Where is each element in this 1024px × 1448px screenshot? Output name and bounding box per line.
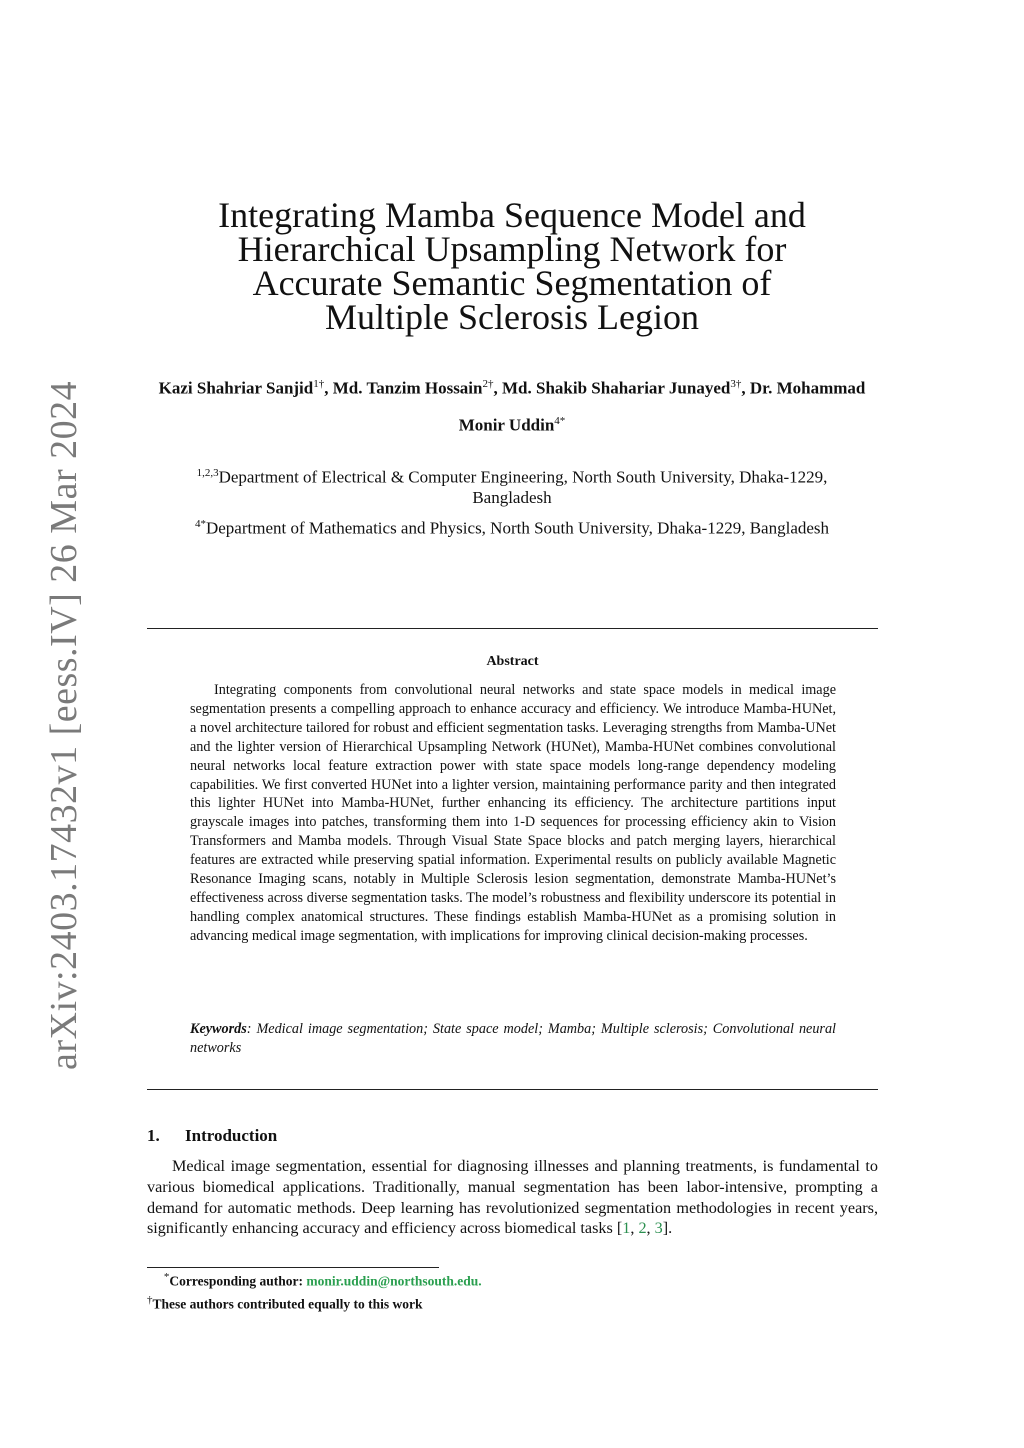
author-mark: 3† [730,378,742,390]
footnote-corresponding [147,1268,482,1291]
affiliation-mark: 4* [194,518,206,530]
author-name: Dr. Mohammad Monir Uddin [458,378,866,435]
footnote-equal-contribution [147,1291,482,1314]
author-name: Md. Tanzim Hossain [332,378,483,398]
section-heading-introduction [147,1126,277,1146]
paper-title [150,195,874,337]
author-mark: 2† [482,378,494,390]
title-line: Multiple Sclerosis Legion [325,297,699,337]
affiliation-text: Department of Electrical & Computer Engineering, North South University, Dhaka-1229, Bangladesh [218,467,828,507]
abstract-top-rule [147,628,878,629]
introduction-paragraph: Medical image segmentation, essential for diagnosing illnesses and planning treatments, is fundamental to various biomedical applications. Traditionally, manual segmentation has been labor-intensive, prompting a demand for automatic methods. Deep learning has revolutionized segmentation methodologies in recent years, significantly enhancing accuracy and efficiency across biomedical tasks [1, 2, 3]. [147,1157,878,1238]
keywords-text: Medical image segmentation; State space model; Mamba; Multiple sclerosis; Convolutional neural networks [190,1021,836,1056]
abstract-text: Integrating components from convolutional neural networks and state space models in medical image segmentation presents a compelling approach to enhance accuracy and efficiency. We introduce Mamba-HUNet, a novel architecture tailored for robust and efficient segmentation tasks. Leveraging strengths from Mamba-UNet and the lighter version of Hierarchical Upsampling Network (HUNet), Mamba-HUNet combines convolutional neural networks local feature extraction power with state space models long-range dependency modeling capabilities. We first converted HUNet into a lighter version, maintaining performance parity and then integrated this lighter HUNet into Mamba-HUNet, further enhancing its efficiency. The architecture partitions input grayscale images into patches, transforming them into 1-D sequences for processing efficiency akin to Vision Transformers and Mamba models. Through Visual State Space blocks and patch merging layers, hierarchical features are extracted while preserving spatial information. Experimental results on publicly available Magnetic Resonance Imaging scans, notably in Multiple Sclerosis lesion segmentation, demonstrate Mamba-HUNet’s effectiveness across diverse segmentation tasks. The model’s robustness and flexibility underscore its potential in handling complex anatomical structures. These findings establish Mamba-HUNet as a promising solution in advancing medical image segmentation, with implications for improving clinical decision-making processes. [190,682,836,944]
author-name: Kazi Shahriar Sanjid [158,378,314,398]
keywords-label: Keywords [190,1021,247,1037]
footnote-mark: † [147,1293,153,1306]
keywords: Keywords: Medical image segmentation; State space model; Mamba; Multiple sclerosis; Convolutional neural networks [190,1021,836,1056]
title-line: Integrating Mamba Sequence Model and [218,195,806,235]
affiliation [170,514,854,539]
citation-link[interactable]: 2 [638,1219,647,1238]
title-line: Hierarchical Upsampling Network for [237,229,787,269]
abstract-bottom-rule [147,1089,878,1090]
author-list: Kazi Shahriar Sanjid$^{1\dagger}$, Md. Tanzim Hossain$^{2\dagger}$, Md. Shakib Shahariar Junayed$^{3\dagger}$, Dr. Mohammad Monir Uddin$^{4*}$ [158,378,866,435]
corresponding-email-link[interactable]: monir.uddin@northsouth.edu. [306,1273,482,1289]
author-mark: 4* [554,414,566,427]
author-mark: 1† [313,378,325,390]
title-line: Accurate Semantic Segmentation of [252,263,772,303]
footnotes [147,1268,482,1313]
affiliation-mark: 1,2,3 [196,467,219,479]
footnote-mark: * [163,1271,170,1283]
affiliation [170,463,854,508]
abstract-heading: Abstract [486,654,539,669]
section-number: 1. [147,1126,160,1145]
introduction-text: Medical image segmentation, essential for diagnosing illnesses and planning treatments, is fundamental to various biomedical applications. Traditionally, manual segmentation has been labor-intensive, prompting a demand for automatic methods. Deep learning has revolutionized segmentation methodologies in recent years, significantly enhancing accuracy and efficiency across biomedical tasks [147,1157,878,1238]
section-title: Introduction [185,1126,278,1145]
citation-link[interactable]: 1 [622,1219,631,1238]
affiliation-text: Department of Mathematics and Physics, North South University, Dhaka-1229, Bangladesh [205,518,830,538]
footnote-label: Corresponding author: [169,1273,304,1289]
citation-link[interactable]: 3 [654,1219,663,1238]
arxiv-identifier-stamp: arXiv:2403.17432v1 [eess.IV] 26 Mar 2024 [43,380,85,1070]
author-name: Md. Shakib Shahariar Junayed [502,378,731,398]
footnote-text: These authors contributed equally to this work [152,1296,423,1311]
